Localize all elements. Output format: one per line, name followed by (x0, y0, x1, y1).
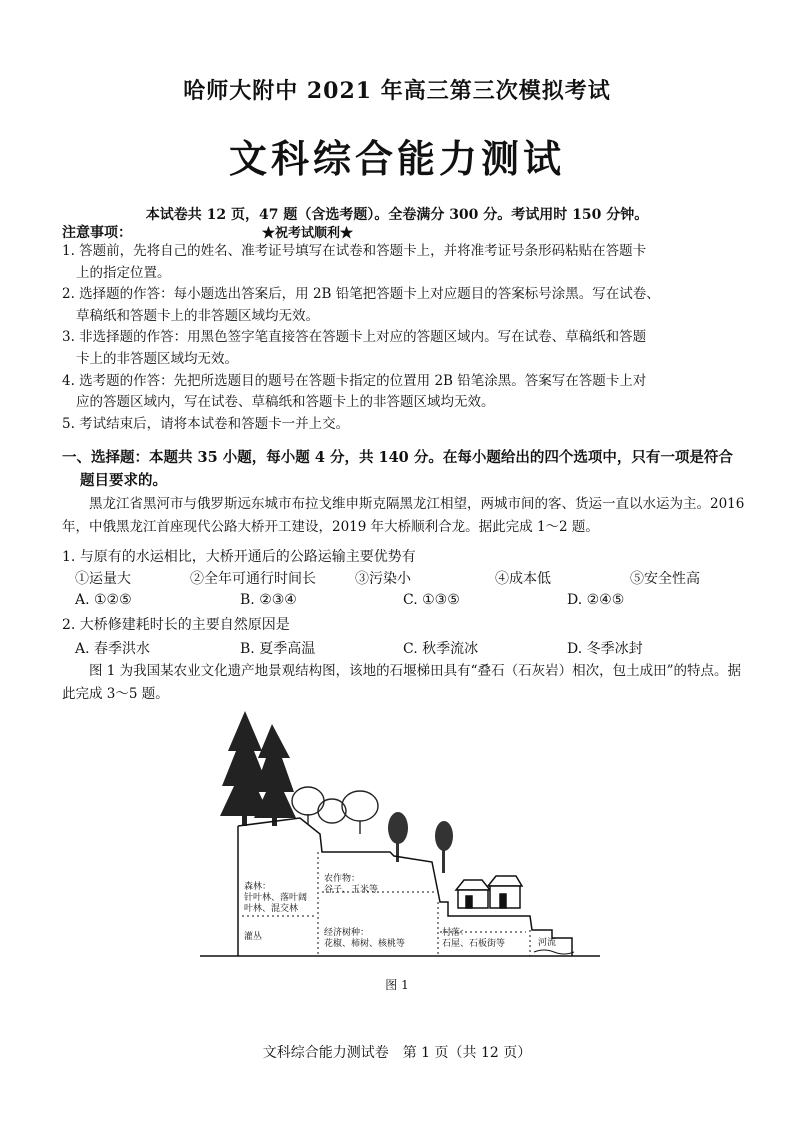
section-heading (62, 446, 752, 492)
school-title: 哈师大附中 2021 年高三第三次模拟考试 (183, 78, 611, 104)
notice-item (62, 327, 752, 370)
label-village (442, 928, 505, 950)
label-crops-line: 农作物： (324, 874, 361, 884)
notice-line: 5. 考试结束后，请将本试卷和答题卡一并上交。 (62, 415, 350, 432)
section-heading-line: 一、选择题：本题共 35 小题，每小题 4 分，共 140 分。在每小题给出的四个选项中，只有一项是符合 (62, 449, 733, 466)
good-luck-note: ★祝考试顺利★ (262, 226, 354, 241)
q1-item: ①运量大 (75, 571, 131, 587)
q1-item: ③污染小 (355, 571, 411, 587)
q1-option-a: A. ①②⑤ (75, 592, 132, 608)
q1-item: ⑤安全性高 (630, 571, 700, 587)
label-forest (244, 882, 307, 915)
notice-line: 2. 选择题的作答：每小题选出答案后，用 2B 铅笔把答题卡上对应题目的答案标号涂黑。写在试卷、 (62, 286, 660, 303)
figure-caption: 图 1 (385, 978, 409, 992)
notice-item (62, 284, 752, 327)
main-title: 文科综合能力测试 (228, 136, 565, 181)
q1-option-c: C. ①③⑤ (403, 592, 460, 608)
label-forest-line: 针叶林、落叶阔 (244, 893, 308, 903)
river-wave-icon (534, 950, 574, 954)
notice-heading: 注意事项： (62, 225, 132, 241)
question-2-stem: 2. 大桥修建耗时长的主要自然原因是 (62, 617, 290, 633)
notice-line: 应的答题区域内，写在试卷、草稿纸和答题卡上的非答题区域均无效。 (76, 394, 495, 411)
q2-option-b: B. 夏季高温 (240, 641, 316, 657)
q2-option-c: C. 秋季流冰 (403, 641, 479, 657)
notice-item (62, 414, 752, 436)
q1-option-b: B. ②③④ (240, 592, 297, 608)
q1-item: ②全年可通行时间长 (190, 571, 316, 587)
economic-trees-icon (388, 812, 453, 873)
passage-bridge: 黑龙江省黑河市与俄罗斯远东城市布拉戈维申斯克隔黑龙江相望，两城市间的客、货运一直以水运为主。2016 年，中俄黑龙江首座现代公路大桥开工建设，2019 年大桥顺利合龙。据此完成 1～2 题。 (62, 496, 745, 535)
q2-option-d: D. 冬季冰封 (567, 641, 643, 657)
label-river: 河流 (538, 938, 557, 948)
notice-line: 上的指定位置。 (76, 264, 171, 281)
q2-option-a: A. 春季洪水 (75, 641, 151, 657)
label-village-line: 石屋、石板街等 (442, 939, 506, 949)
notice-list (62, 241, 752, 435)
label-trees-line: 经济树种： (324, 928, 370, 938)
page-footer: 文科综合能力测试卷 第 1 页（共 12 页） (262, 1045, 532, 1061)
notice-line: 3. 非选择题的作答：用黑色签字笔直接答在答题卡上对应的答题区域内。写在试卷、草稿纸和答题 (62, 329, 647, 346)
notice-line: 1. 答题前，先将自己的姓名、准考证号填写在试卷和答题卡上，并将准考证号条形码粘贴在答题卡 (62, 243, 647, 259)
conifer-trees-icon (220, 711, 296, 826)
exam-info: 本试卷共 12 页，47 题（含选考题）。全卷满分 300 分。考试用时 150 分钟。 (145, 207, 649, 223)
label-forest-line: 叶林、混交林 (244, 904, 299, 914)
label-village-line: 村落： (442, 928, 470, 938)
question-1-stem: 1. 与原有的水运相比，大桥开通后的公路运输主要优势有 (62, 549, 416, 565)
label-crops-line: 谷子、玉米等 (324, 885, 379, 895)
section-heading-line: 题目要求的。 (80, 472, 167, 489)
passage-terrace: 图 1 为我国某农业文化遗产地景观结构图，该地的石堰梯田具有“叠石（石灰岩）相次，包土成田”的特点。据此完成 3～5 题。 (62, 663, 741, 702)
label-trees-line: 花椒、柿树、核桃等 (324, 939, 406, 949)
landscape-figure (200, 706, 600, 972)
label-economic-trees (324, 928, 405, 950)
label-crops (324, 874, 378, 896)
notice-line: 草稿纸和答题卡上的非答题区域均无效。 (76, 307, 319, 324)
broadleaf-trees-icon (292, 787, 378, 834)
q1-item: ④成本低 (495, 571, 551, 587)
q1-option-d: D. ②④⑤ (567, 592, 625, 608)
notice-item (62, 371, 752, 414)
label-forest-line: 森林： (244, 882, 272, 892)
notice-line: 卡上的非答题区域均无效。 (76, 350, 238, 367)
notice-item (62, 241, 752, 284)
notice-line: 4. 选考题的作答：先把所选题目的题号在答题卡指定的位置用 2B 铅笔涂黑。答案写在答题卡上对 (62, 372, 647, 389)
stone-houses-icon (456, 876, 522, 908)
label-shrub: 灌丛 (244, 932, 263, 942)
